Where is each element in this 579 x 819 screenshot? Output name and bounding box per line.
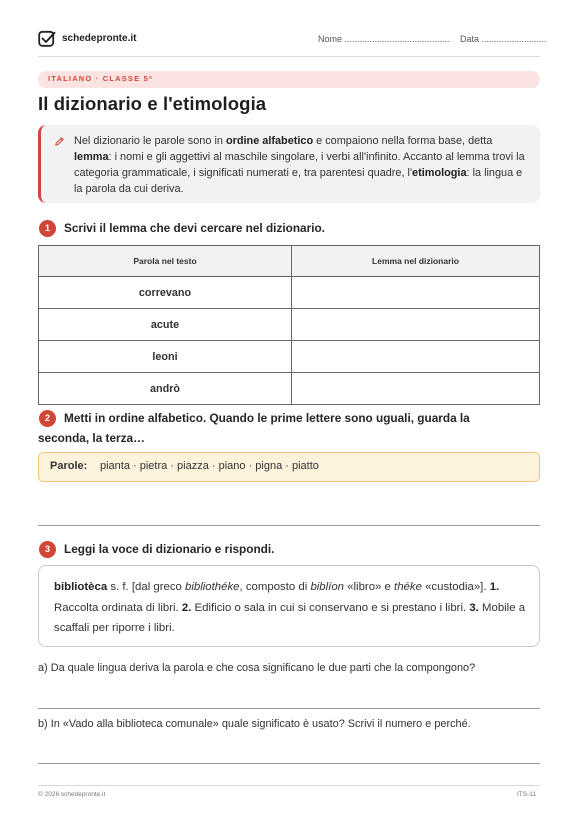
answer-cell[interactable] [292,277,540,309]
sub-question-b: b) In «Vado alla biblioteca comunale» quale significato è usato? Scrivi il numero e perché. [38,718,471,730]
dictionary-entry: bibliotèca s. f. [dal greco bibliothéke, composto di biblíon «libro» e théke «custodia»]. 1. Raccolta ordinata di libri. 2. Edificio o sala in cui si conservano e si prestano i libri. 3. Mobile a scaffali per riporre i libri. [54,581,526,634]
question-1-number: 1 [39,220,56,237]
subject-banner [38,71,540,88]
lemma-table [38,245,540,405]
table-row [39,309,540,341]
words-label: Parole: [50,460,88,472]
answer-line[interactable] [38,708,540,709]
pencil-icon [54,136,65,147]
answer-cell[interactable] [292,373,540,405]
table-row [39,277,540,309]
question-3-text: Leggi la voce di dizionario e rispondi. [64,542,275,556]
word-cell: andrò [39,373,292,405]
sub-question-a: a) Da quale lingua deriva la parola e che cosa significano le due parti che la compongono? [38,662,476,674]
header-divider [38,56,540,57]
footer-code: ITS-11 [517,791,537,798]
word-cell: correvano [39,277,292,309]
question-1-text: Scrivi il lemma che devi cercare nel dizionario. [64,221,325,235]
word-cell: acute [39,309,292,341]
table-header-lemma: Lemma nel dizionario [292,246,540,277]
question-3-number: 3 [39,541,56,558]
footer-divider [38,785,540,786]
date-field[interactable]: Data .......................... [460,34,547,44]
question-2-text-line1: Metti in ordine alfabetico. Quando le prime lettere sono uguali, guarda la [64,411,470,425]
table-row [39,373,540,405]
name-field[interactable]: Nome .......................................... [318,34,450,44]
brand-name: schedepronte.it [62,33,137,44]
question-2-text-line2: seconda, la terza… [38,431,145,445]
words-list: pianta · pietra · piazza · piano · pigna · piatto [100,460,319,472]
answer-line[interactable] [38,525,540,526]
answer-line[interactable] [38,763,540,764]
info-text: Nel dizionario le parole sono in ordine alfabetico e compaiono nella forma base, detta lemma: i nomi e gli aggettivi al maschile singolare, i verbi all'infinito. Accanto al lemma trovi la categoria grammaticale, i significati numerati e, tra parentesi quadre, l'etimologia: la lingua e la parola da cui deriva. [74,135,525,195]
answer-cell[interactable] [292,341,540,373]
table-header-word: Parola nel testo [39,246,292,277]
check-square-icon [38,30,56,48]
question-2-number: 2 [39,410,56,427]
table-row [39,341,540,373]
answer-cell[interactable] [292,309,540,341]
footer-copyright: © 2026 schedepronte.it [38,791,106,798]
subject-label: ITALIANO · CLASSE 5ª [48,74,153,83]
word-cell: leoni [39,341,292,373]
page-title: Il dizionario e l'etimologia [38,93,267,114]
